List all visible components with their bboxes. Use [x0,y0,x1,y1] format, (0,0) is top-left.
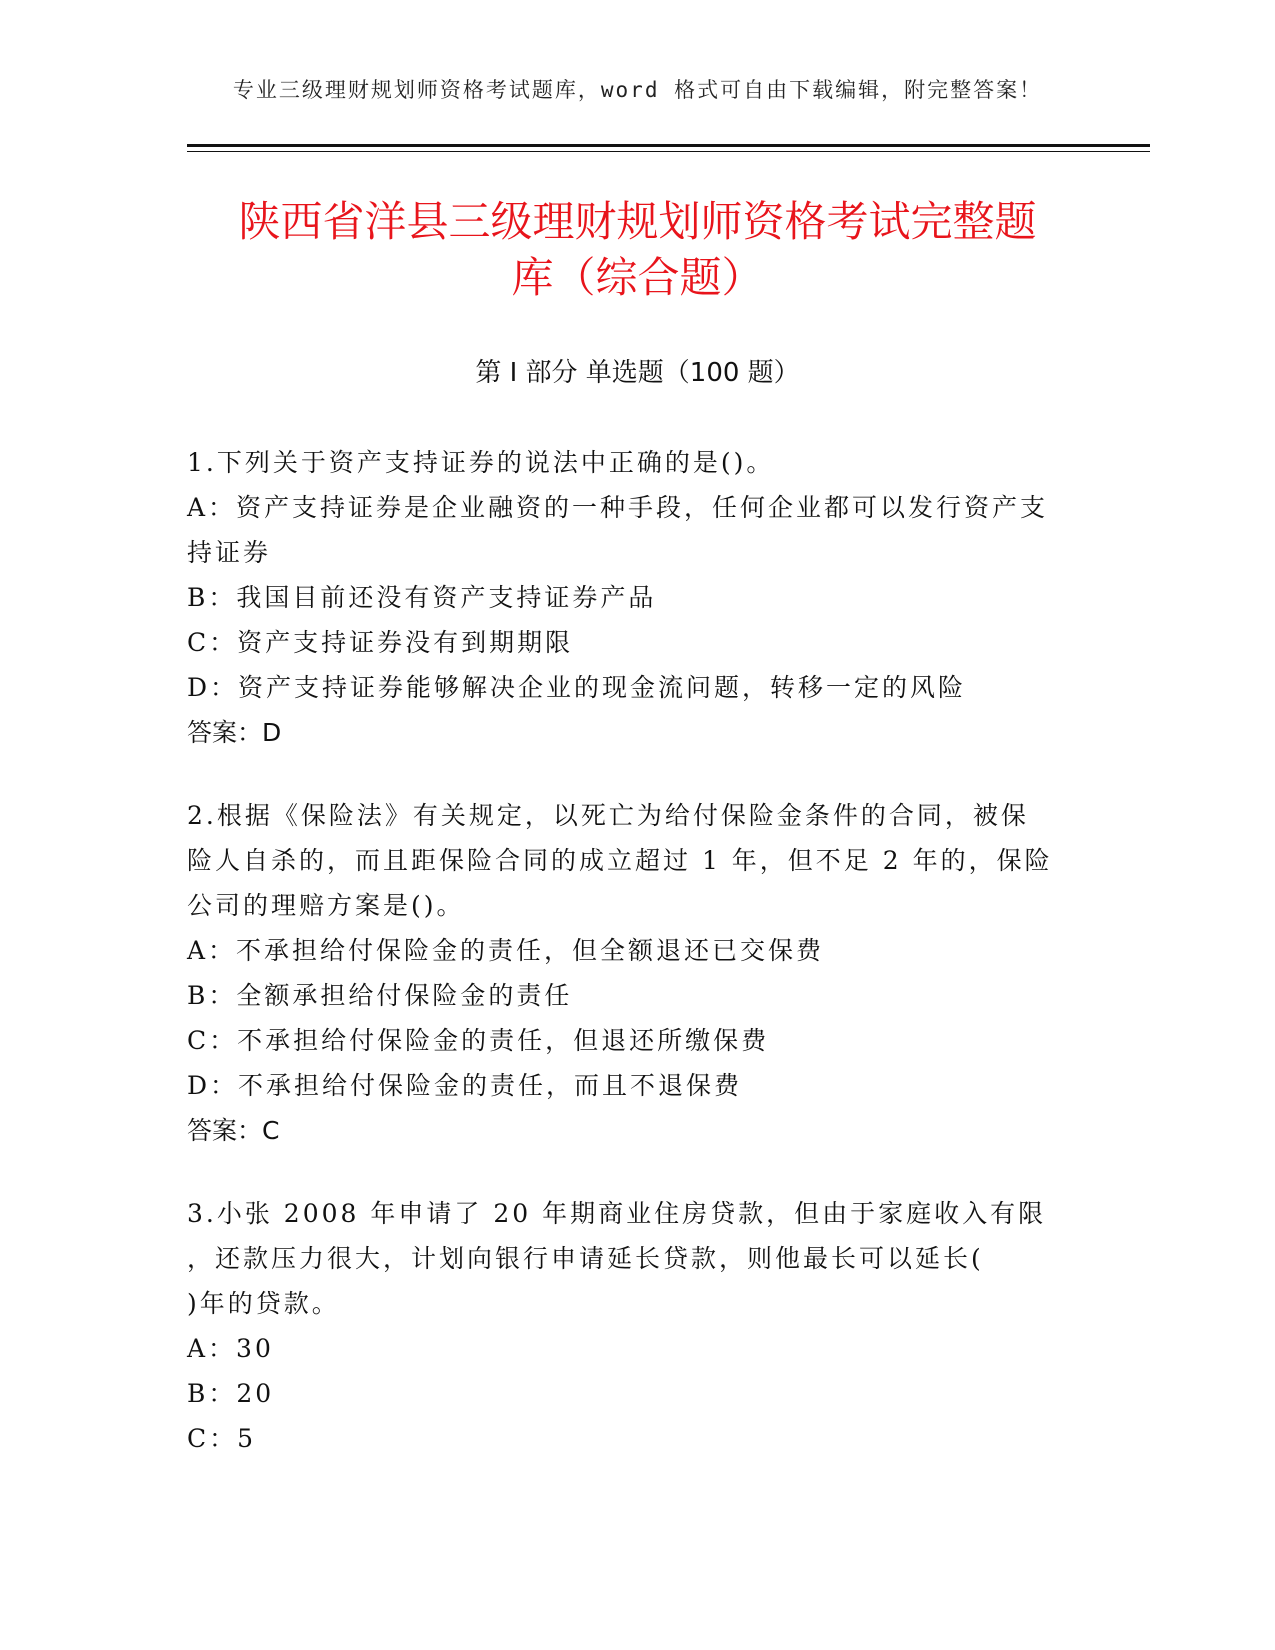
section-title: 第 I 部分 单选题（100 题） [475,358,800,388]
question-1-option-a-line-1: A：资产支持证券是企业融资的一种手段，任何企业都可以发行资产支 [187,493,1049,522]
question-1-answer: 答案：D [187,718,282,747]
document-title-line-2: 库（综合题） [511,253,764,302]
document-title [150,194,1125,306]
question-1-option-b: B：我国目前还没有资产支持证券产品 [187,583,657,612]
question-3-option-b: B：20 [187,1379,275,1408]
question-1-option-a-line-2: 持证券 [187,538,272,567]
question-1 [187,440,1077,755]
question-1-stem-line-1: 1.下列关于资产支持证券的说法中正确的是()。 [187,448,775,477]
header-note: 专业三级理财规划师资格考试题库，word 格式可自由下载编辑，附完整答案！ [232,78,1043,102]
question-3 [187,1191,1077,1461]
header-rule-thin [187,151,1150,152]
question-1-option-d: D：资产支持证券能够解决企业的现金流问题，转移一定的风险 [187,673,967,702]
document-title-line-1: 陕西省洋县三级理财规划师资格考试完整题 [238,197,1037,246]
question-2-option-d: D：不承担给付保险金的责任，而且不退保费 [187,1071,743,1100]
question-2-stem-line-2: 险人自杀的，而且距保险合同的成立超过 1 年，但不足 2 年的，保险 [187,846,1053,875]
question-3-option-c: C：5 [187,1424,257,1453]
question-3-stem-line-2: ，还款压力很大，计划向银行申请延长贷款，则他最长可以延长( [187,1244,984,1273]
question-1-option-c: C：资产支持证券没有到期期限 [187,628,574,657]
question-2-stem-line-3: 公司的理赔方案是()。 [187,891,465,920]
question-2-answer: 答案：C [187,1116,280,1145]
question-2 [187,793,1077,1153]
question-3-stem-line-1: 3.小张 2008 年申请了 20 年期商业住房贷款，但由于家庭收入有限 [187,1199,1047,1228]
question-3-option-a: A：30 [187,1334,274,1363]
question-3-stem-line-3: )年的贷款。 [187,1289,340,1318]
question-2-option-b: B：全额承担给付保险金的责任 [187,981,573,1010]
question-2-stem-line-1: 2.根据《保险法》有关规定，以死亡为给付保险金条件的合同，被保 [187,801,1029,830]
question-2-option-c: C：不承担给付保险金的责任，但退还所缴保费 [187,1026,770,1055]
header-rule-thick [187,144,1150,147]
question-list [187,440,1077,1499]
question-2-option-a: A：不承担给付保险金的责任，但全额退还已交保费 [187,936,825,965]
